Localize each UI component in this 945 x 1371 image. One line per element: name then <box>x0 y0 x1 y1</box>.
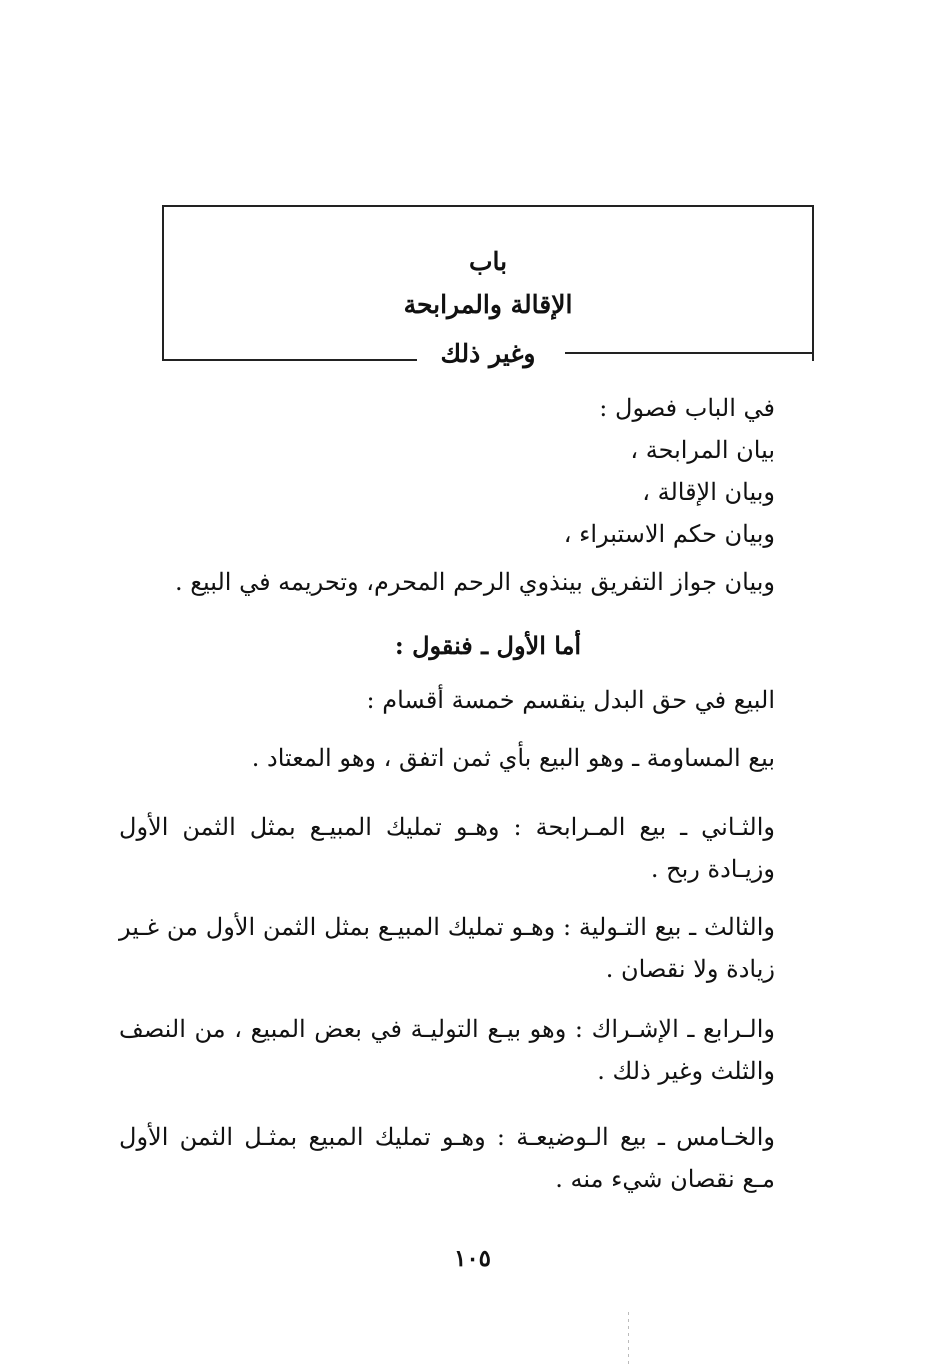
paragraph-fifth: والخـامس ـ بيع الـوضيعـة : وهـو تمليك المبيع بمثـل الثمن الأول مـع نقصان شيء منه . <box>119 1123 775 1193</box>
intro-item-2: وبيان الإقالة ، <box>642 478 775 506</box>
chapter-title: الإقالة والمرابحة <box>403 290 573 319</box>
paragraph-third: والثالث ـ بيع التـولية : وهـو تمليك المبيـع بمثل الثمن الأول من غـير زيادة ولا نقصان . <box>119 913 775 983</box>
intro-item-3: وبيان حكم الاستبراء ، <box>563 520 775 548</box>
intro-lead: في الباب فصول : <box>599 394 775 422</box>
chapter-label: باب <box>468 247 508 276</box>
intro-item-1: بيان المرابحة ، <box>630 436 775 464</box>
section-heading: أما الأول ـ فنقول : <box>394 631 582 660</box>
chapter-subtitle: وغير ذلك <box>440 339 536 368</box>
intro-item-4: وبيان جواز التفريق بينذوي الرحم المحرم، وتحريمه في البيع . <box>174 568 775 596</box>
division-statement: البيع في حق البدل ينقسم خمسة أقسام : <box>366 686 775 714</box>
page-number: ١٠٥ <box>453 1245 492 1272</box>
scan-artifact-line <box>628 1312 629 1368</box>
paragraph-second: والثـاني ـ بيع المـرابحة : وهـو تمليك المبيـع بمثل الثمن الأول وزيـادة ربح . <box>119 813 775 883</box>
paragraph-fourth: والـرابع ـ الإشـراك : وهو بيـع التوليـة في بعض المبيع ، من النصف والثلث وغير ذلك . <box>119 1015 775 1085</box>
paragraph-first: بيع المساومة ـ وهو البيع بأي ثمن اتفق ، وهو المعتاد . <box>251 744 775 772</box>
